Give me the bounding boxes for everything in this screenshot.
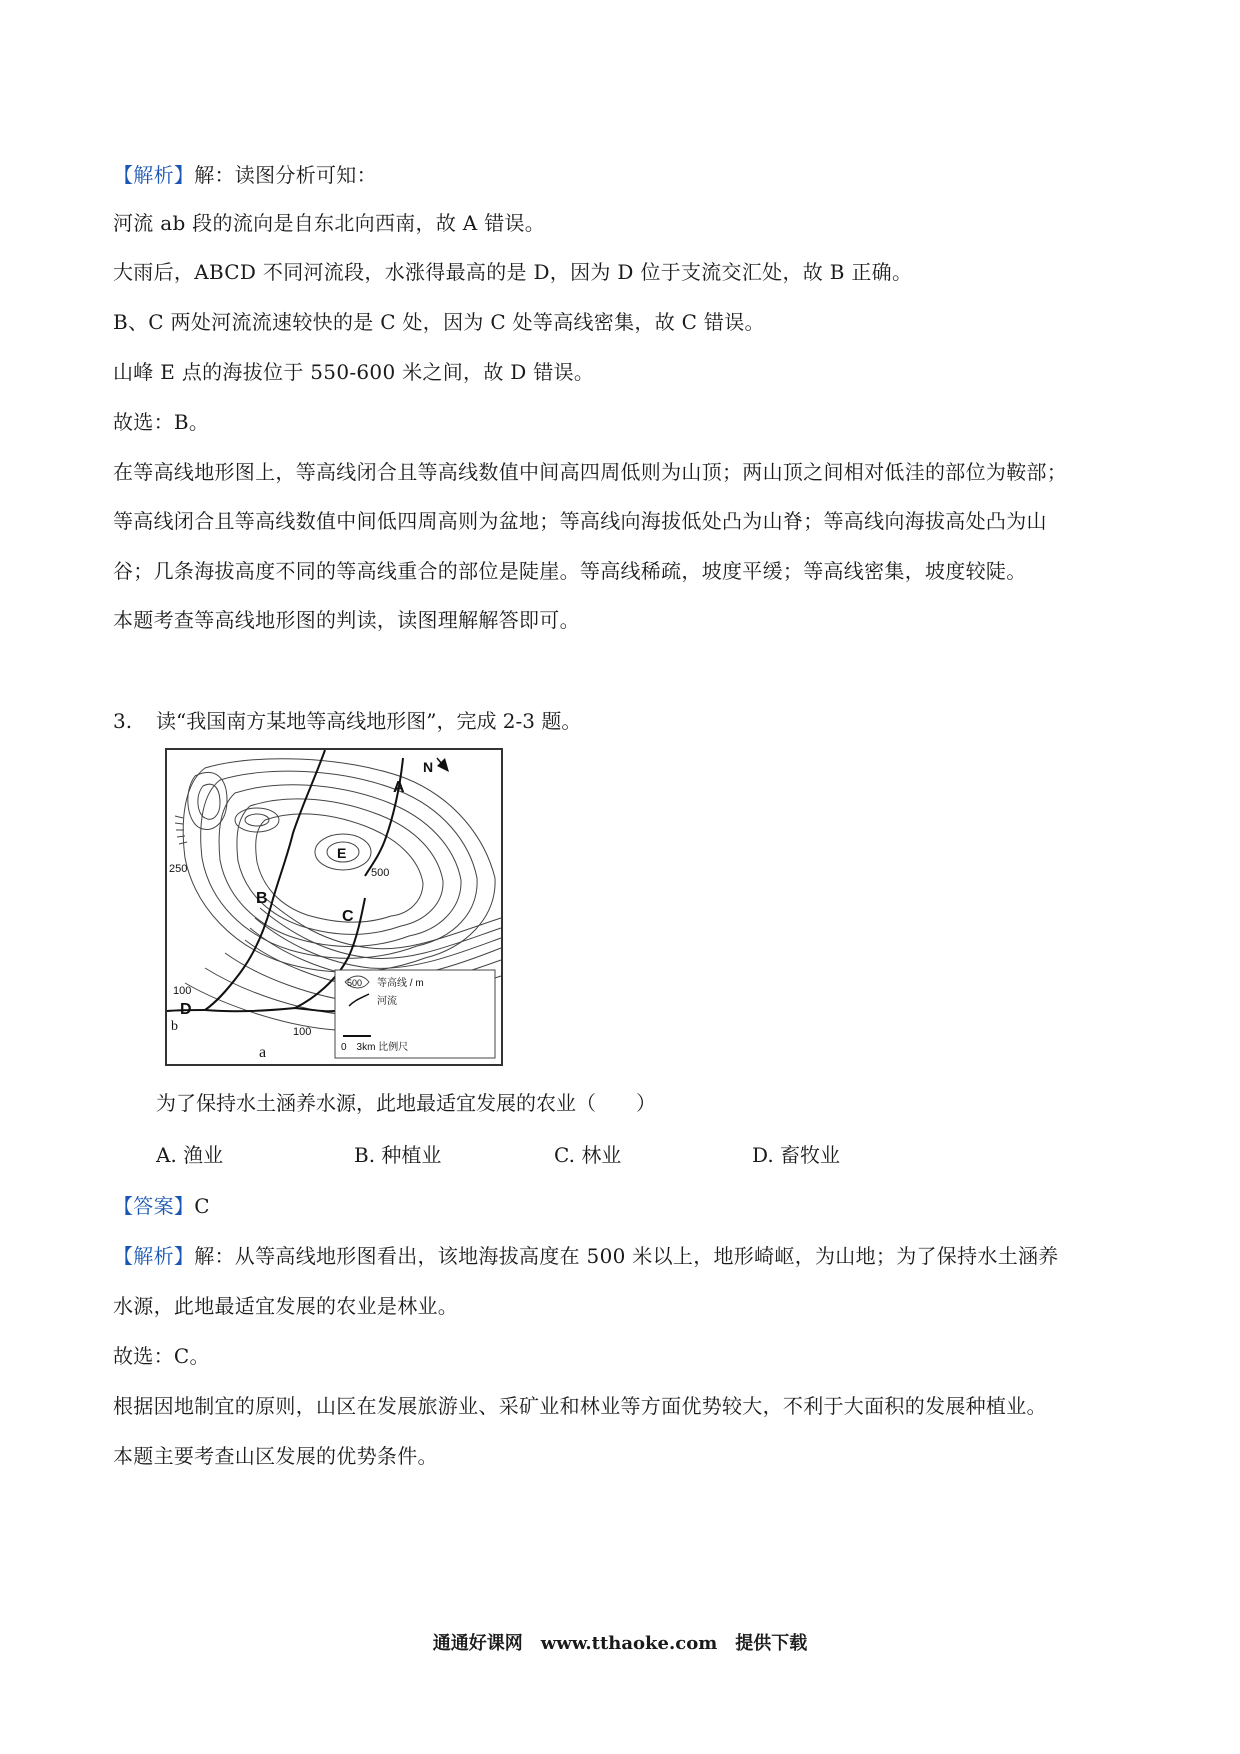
answer-value: C [194, 1194, 210, 1218]
question-stem: 为了保持水土涵养水源，此地最适宜发展的农业（ ） [156, 1091, 656, 1115]
option-b [354, 1142, 441, 1168]
option-text: 渔业 [183, 1143, 224, 1167]
contour-map [165, 748, 503, 1066]
analysis-2-line: 本题主要考查山区发展的优势条件。 [113, 1444, 438, 1468]
contour-label-250: 250 [169, 863, 188, 875]
map-label-a-upper: A [393, 779, 405, 796]
map-label-b-upper: B [256, 890, 268, 907]
analysis-1-line: 河流 ab 段的流向是自东北向西南，故 A 错误。 [113, 211, 546, 235]
map-label-b-lower: b [171, 1019, 178, 1034]
option-text: 林业 [581, 1143, 622, 1167]
option-label: D. [752, 1143, 774, 1167]
option-text: 畜牧业 [780, 1143, 841, 1167]
answer-line [113, 1193, 210, 1219]
analysis-1-line: 谷；几条海拔高度不同的等高线重合的部位是陡崖。等高线稀疏，坡度平缓；等高线密集，坡度较陡。 [113, 559, 1027, 583]
option-text: 种植业 [381, 1143, 442, 1167]
legend-scale-text: 0 3km 比例尺 [341, 1042, 409, 1053]
map-label-a-lower: a [259, 1044, 267, 1061]
question-prompt: 读“我国南方某地等高线地形图”，完成 2-3 题。 [156, 709, 582, 733]
analysis-1-line: 山峰 E 点的海拔位于 550-600 米之间，故 D 错误。 [113, 360, 595, 384]
analysis-tag: 【解析】 [113, 163, 195, 187]
option-label: C. [554, 1143, 575, 1167]
map-label-d-upper: D [180, 1001, 192, 1018]
option-a [156, 1142, 223, 1168]
map-label-e-upper: E [337, 845, 347, 861]
analysis-2-line: 水源，此地最适宜发展的农业是林业。 [113, 1294, 459, 1318]
answer-tag: 【答案】 [113, 1194, 195, 1218]
analysis-1-line: 大雨后，ABCD 不同河流段，水涨得最高的是 D，因为 D 位于支流交汇处，故 B 正确。 [113, 260, 913, 284]
legend-contour-value: 500 [347, 978, 363, 988]
analysis-lead: 解：读图分析可知： [194, 163, 377, 187]
analysis-1-line: 等高线闭合且等高线数值中间低四周高则为盆地；等高线向海拔低处凸为山脊；等高线向海拔高处凸为山 [113, 509, 1047, 533]
north-arrow-label: N [423, 759, 434, 775]
map-label-c-upper: C [342, 908, 354, 925]
analysis-2-header [113, 1243, 1059, 1269]
analysis-tag: 【解析】 [113, 1244, 195, 1268]
option-c [554, 1142, 621, 1168]
option-label: B. [354, 1143, 376, 1167]
analysis-2-line: 根据因地制宜的原则，山区在发展旅游业、采矿业和林业等方面优势较大，不利于大面积的发展种植业。 [113, 1394, 1047, 1418]
question-number: 3. [113, 709, 133, 733]
option-label: A. [156, 1143, 177, 1167]
legend-contour-text: 等高线 / m [377, 978, 424, 989]
analysis-1-header [113, 162, 377, 188]
analysis-1-line: 本题考查等高线地形图的判读，读图理解解答即可。 [113, 608, 580, 632]
analysis-1-line: 在等高线地形图上，等高线闭合且等高线数值中间高四周低则为山顶；两山顶之间相对低洼的部位为鞍部； [113, 460, 1068, 484]
page-footer: 通通好课网 www.tthaoke.com 提供下载 [432, 1633, 808, 1654]
analysis-1-line: 故选：B。 [113, 410, 210, 434]
contour-label-100-left: 100 [173, 985, 192, 997]
contour-label-500: 500 [371, 867, 390, 879]
analysis-2-line: 解：从等高线地形图看出，该地海拔高度在 500 米以上，地形崎岖，为山地；为了保持水土涵养 [194, 1244, 1059, 1268]
contour-label-100-bottom: 100 [293, 1026, 312, 1038]
analysis-1-line: B、C 两处河流流速较快的是 C 处，因为 C 处等高线密集，故 C 错误。 [113, 310, 765, 334]
legend-river-text: 河流 [377, 996, 397, 1007]
analysis-2-line: 故选：C。 [113, 1344, 210, 1368]
option-d [752, 1142, 840, 1168]
